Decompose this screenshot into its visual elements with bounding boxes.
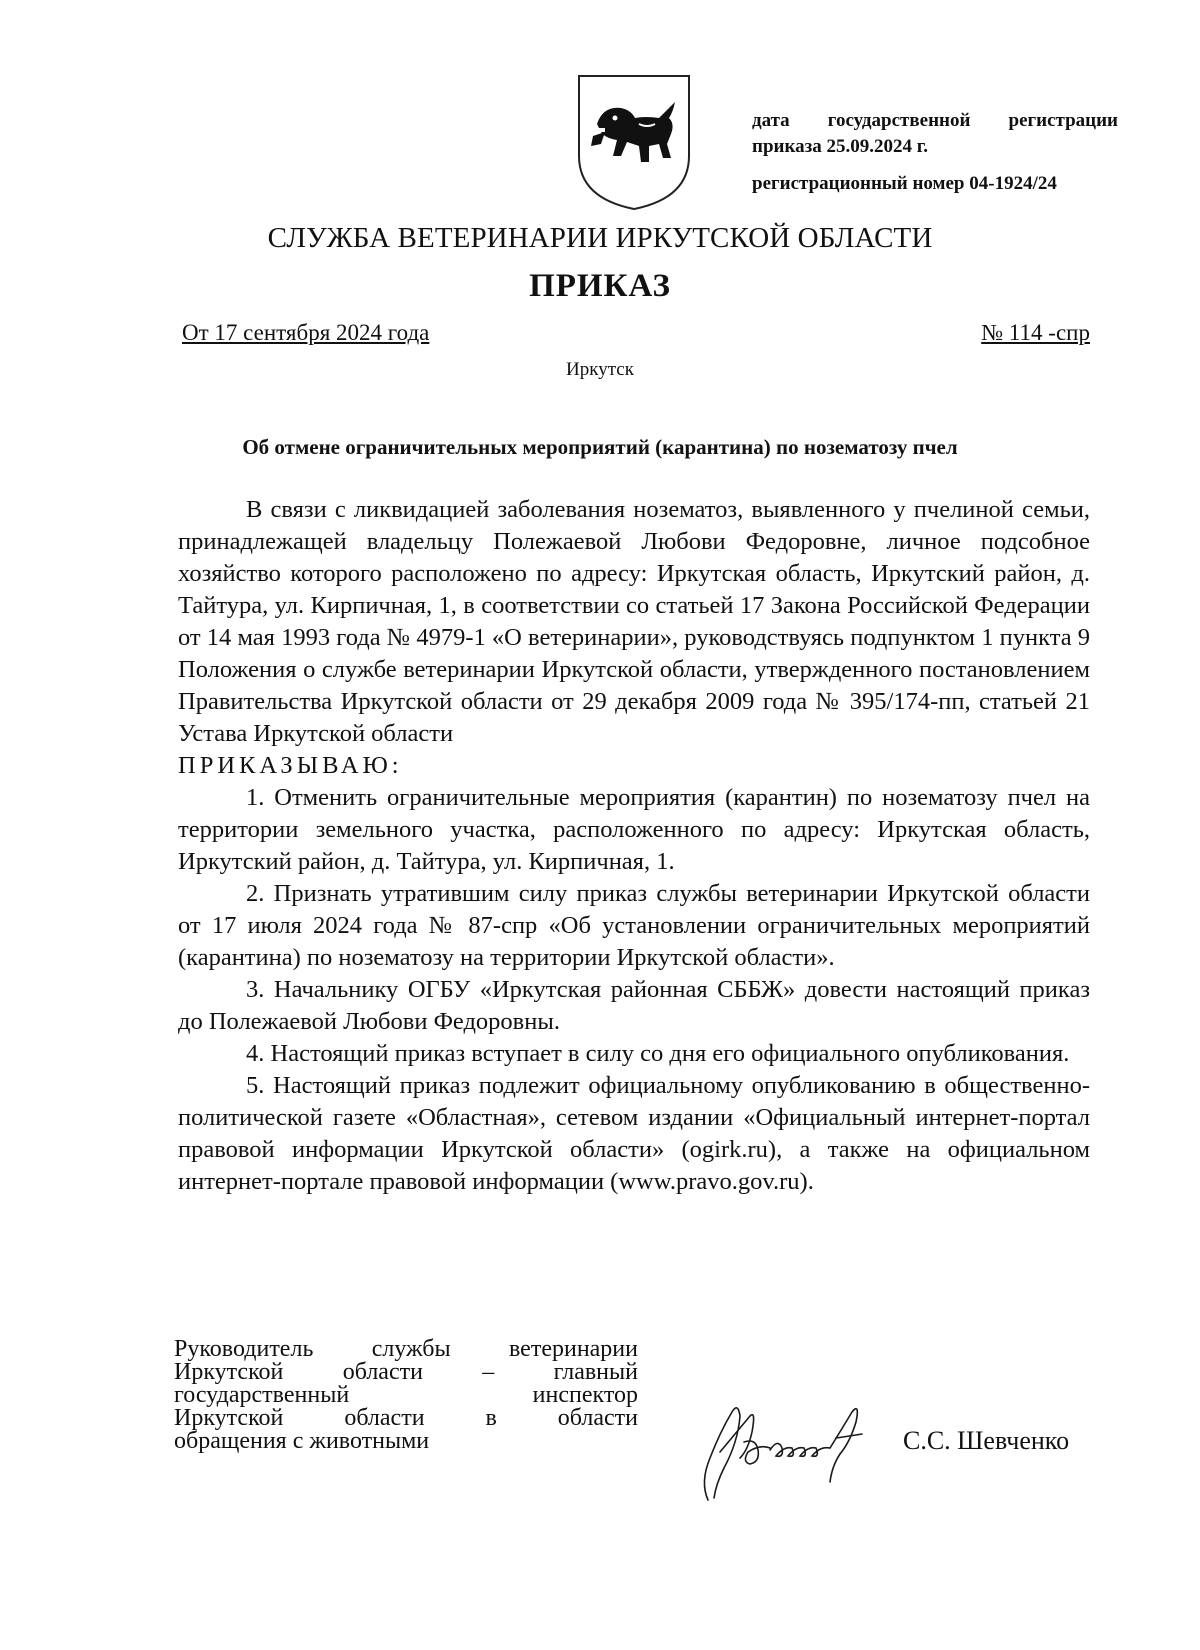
order-word: ПРИКАЗЫВАЮ: xyxy=(178,752,403,779)
registration-date-label: дата государственной регистрации xyxy=(752,110,1118,131)
order-item-2: 2. Признать утратившим силу приказ службы ветеринарии Иркутской области от 17 июля 2024 года № 87-спр «Об установлении ограничительных мероприятий (карантина) по нозематозу на территории Иркутской области». xyxy=(178,880,1090,971)
handwritten-signature xyxy=(680,1372,910,1512)
signer-role-line: обращения с животными xyxy=(174,1428,430,1454)
signer-name: С.С. Шевченко xyxy=(903,1426,1070,1455)
agency-name: СЛУЖБА ВЕТЕРИНАРИИ ИРКУТСКОЙ ОБЛАСТИ xyxy=(267,222,933,254)
signer-role-line: государственный инспектор xyxy=(174,1382,638,1408)
document-type: ПРИКАЗ xyxy=(529,268,671,304)
signer-role-line: Руководитель службы ветеринарии xyxy=(174,1336,638,1362)
document-number: № 114 -спр xyxy=(981,320,1090,345)
signer-role-line: Иркутской области в области xyxy=(174,1405,638,1431)
document-date: От 17 сентября 2024 года xyxy=(182,320,430,345)
signer-role-line: Иркутской области – главный xyxy=(174,1359,638,1385)
order-item-4: 4. Настоящий приказ вступает в силу со дня его официального опубликования. xyxy=(246,1040,1070,1067)
registration-block xyxy=(752,108,1118,197)
coat-of-arms-icon xyxy=(575,72,693,212)
order-item-1: 1. Отменить ограничительные мероприятия (карантин) по нозематозу пчел на территории земельного участка, расположенного по адресу: Иркутская область, Иркутский район, д. Тайтура, ул. Кирпичная, 1. xyxy=(178,784,1090,875)
registration-date: приказа 25.09.2024 г. xyxy=(752,136,928,157)
document-body xyxy=(178,494,1090,1198)
registration-number: регистрационный номер 04-1924/24 xyxy=(752,173,1057,194)
signer-role xyxy=(174,1338,638,1453)
order-item-3: 3. Начальнику ОГБУ «Иркутская районная СББЖ» довести настоящий приказ до Полежаевой Любови Федоровны. xyxy=(178,976,1090,1035)
preamble-paragraph: В связи с ликвидацией заболевания нозематоз, выявленного у пчелиной семьи, принадлежащей владельцу Полежаевой Любови Федоровне, личное подсобное хозяйство которого расположено по адресу: Иркутская область, Иркутский район, д. Тайтура, ул. Кирпичная, 1, в соответствии со статьей 17 Закона Российской Федерации от 14 мая 1993 года № 4979-1 «О ветеринарии», руководствуясь подпунктом 1 пункта 9 Положения о службе ветеринарии Иркутской области, утвержденного постановлением Правительства Иркутской области от 29 декабря 2009 года № 395/174-пп, статьей 21 Устава Иркутской области xyxy=(178,496,1090,747)
document-city: Иркутск xyxy=(566,359,634,380)
order-item-5: 5. Настоящий приказ подлежит официальному опубликованию в общественно-политической газете «Областная», сетевом издании «Официальный интернет-портал правовой информации Иркутской области» (ogirk.ru), а также на официальном интернет-портале правовой информации (www.pravo.gov.ru). xyxy=(178,1072,1090,1195)
document-subject: Об отмене ограничительных мероприятий (карантина) по нозематозу пчел xyxy=(242,435,958,459)
